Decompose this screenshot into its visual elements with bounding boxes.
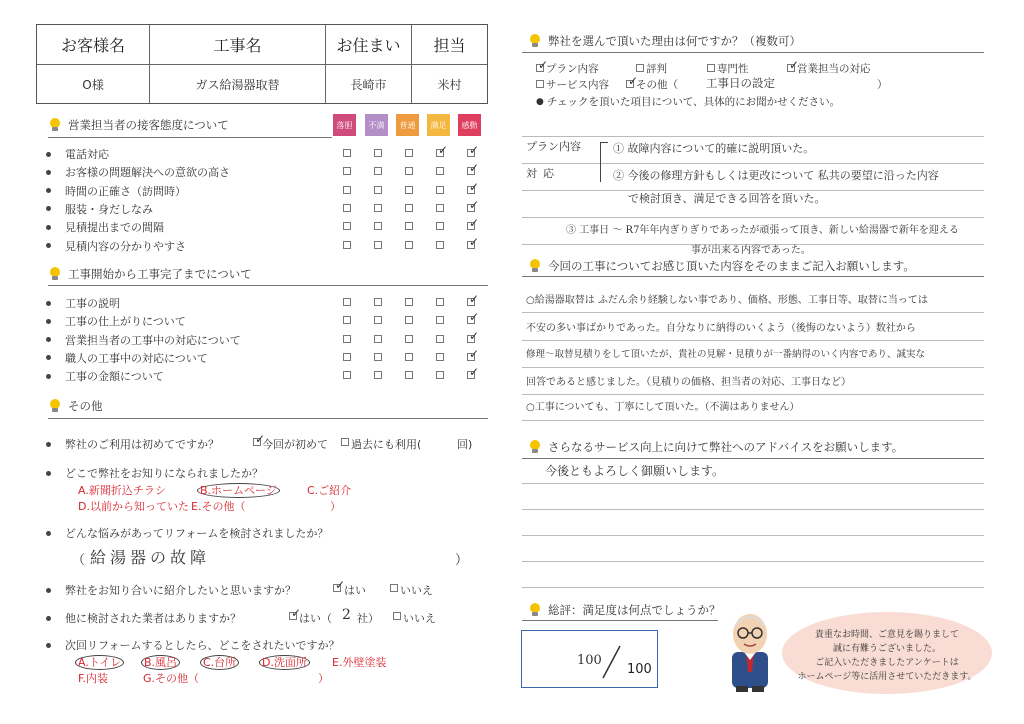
reason-service-label: サービス内容 <box>546 79 609 91</box>
customer-info-table <box>36 24 488 104</box>
rating-checkbox[interactable] <box>405 241 413 249</box>
rating-checkbox[interactable] <box>436 186 444 194</box>
rating-checkbox[interactable] <box>467 371 475 379</box>
impression-handwritten-line4: 回答であると感じました。（見積りの価格、担当者の対応、工事日など） <box>526 377 851 388</box>
rating-checkbox[interactable] <box>343 241 351 249</box>
reason-handwritten-plan: プラン内容 <box>526 140 581 153</box>
rating-checkbox[interactable] <box>436 298 444 306</box>
score-max: 100 <box>627 662 652 677</box>
rating-checkbox[interactable] <box>343 353 351 361</box>
reason-note: ● チェックを頂いた項目について、具体的にお聞かせください。 <box>536 96 841 108</box>
rating-checkbox[interactable] <box>343 335 351 343</box>
rating-checkbox[interactable] <box>405 204 413 212</box>
section-sales-attitude-title: 営業担当者の接客態度について <box>48 117 229 133</box>
value-staff: 米村 <box>437 77 462 92</box>
lightbulb-icon <box>48 399 62 413</box>
option-toilet[interactable]: A.トイレ <box>78 654 124 670</box>
rating-checkbox[interactable] <box>436 335 444 343</box>
rating-row-label: 工事の仕上がりについて <box>65 315 186 329</box>
bullet-icon <box>46 374 51 379</box>
rating-checkbox[interactable] <box>405 298 413 306</box>
rating-checkbox[interactable] <box>374 241 382 249</box>
other-vendors-yes-checkbox[interactable] <box>289 612 297 620</box>
rating-checkbox[interactable] <box>343 204 351 212</box>
recommend-yes-checkbox[interactable] <box>333 584 341 592</box>
rating-row <box>46 164 230 180</box>
impression-handwritten-line2: 不安の多い事ばかりであった。自分なりに納得のいくよう（後悔のないよう）数社から <box>526 323 916 334</box>
bullet-icon <box>46 337 51 342</box>
option-bath[interactable]: B.風呂 <box>144 654 180 670</box>
bullet-icon <box>46 301 51 306</box>
rating-row <box>46 332 241 348</box>
bracket-mark <box>600 142 608 182</box>
question-next-reform: 次回リフォームするとしたら、どこをされたいですか？ <box>46 637 339 653</box>
first-time-checkbox[interactable] <box>253 438 261 446</box>
thanks-line3: ご記入いただきましたアンケートは <box>815 658 959 668</box>
rating-header: 普通 <box>396 114 419 136</box>
divider <box>48 418 488 419</box>
advice-handwritten-answer: 今後ともよろしく御願いします。 <box>545 464 725 478</box>
bullet-icon <box>46 170 51 175</box>
divider <box>522 276 984 277</box>
bullet-icon: ● <box>536 96 544 107</box>
rating-header: 不満 <box>365 114 388 136</box>
rating-checkbox[interactable] <box>374 353 382 361</box>
rating-row-label: 営業担当者の工事中の対応について <box>65 333 241 347</box>
impression-handwritten-line5: ○工事についても、丁寧にして頂いた。（不満はありません） <box>526 402 800 413</box>
reason-other-label: その他（ <box>636 79 678 91</box>
concern-handwritten-answer: 給湯器の故障 <box>90 548 211 567</box>
option-other[interactable]: E.その他（ <box>191 500 246 513</box>
rating-checkbox[interactable] <box>343 186 351 194</box>
reason-handwritten-line1: ① 故障内容について的確に説明頂いた。 <box>613 142 815 155</box>
rating-checkbox[interactable] <box>374 149 382 157</box>
section-construction-title: 工事開始から工事完了までについて <box>48 266 252 282</box>
reason-other-answer: 工事日の設定 <box>706 76 775 90</box>
rating-checkbox[interactable] <box>436 371 444 379</box>
rating-checkbox[interactable] <box>467 167 475 175</box>
rating-checkbox[interactable] <box>374 335 382 343</box>
reason-service-checkbox[interactable] <box>536 80 544 88</box>
rating-checkbox[interactable] <box>436 149 444 157</box>
impression-question-title: 今回の工事についてお感じ頂いた内容をそのままご記入お願いします。 <box>528 258 915 274</box>
rating-row <box>46 183 186 199</box>
rating-header: 落胆 <box>333 114 356 136</box>
header-customer-name: お客様名 <box>37 25 150 65</box>
rating-checkbox[interactable] <box>467 241 475 249</box>
rating-checkbox[interactable] <box>436 241 444 249</box>
lightbulb-icon <box>48 267 62 281</box>
score-question-title: 総評：満足度は何点でしょうか？ <box>528 602 721 618</box>
rating-row <box>46 313 186 329</box>
bullet-icon <box>46 152 51 157</box>
reason-expert-checkbox[interactable] <box>707 64 715 72</box>
rating-checkbox[interactable] <box>467 353 475 361</box>
question-recommend: 弊社をお知り合いに紹介したいと思いますか？ <box>46 582 296 598</box>
lightbulb-icon <box>528 259 542 273</box>
rating-checkbox[interactable] <box>436 316 444 324</box>
rating-checkbox[interactable] <box>374 298 382 306</box>
reason-handwritten-line4: ③ 工事日 ～ R7年年内ぎりぎりであったが頑張って頂き、新しい給湯器で新年を迎える <box>566 225 959 236</box>
recommend-yes-label: はい <box>344 584 366 597</box>
reason-handwritten-line5: 事が出来る内容であった。 <box>691 245 811 256</box>
option-newspaper-flyer[interactable]: A.新聞折込チラシ <box>78 484 166 497</box>
reason-question-title: 弊社を選んで頂いた理由は何ですか？（複数可） <box>528 33 801 49</box>
rating-checkbox[interactable] <box>405 335 413 343</box>
question-how-found: どこで弊社をお知りになられましたか？ <box>46 465 263 481</box>
reason-sales-checkbox[interactable] <box>787 64 795 72</box>
rating-checkbox[interactable] <box>374 316 382 324</box>
rating-checkbox[interactable] <box>467 186 475 194</box>
option-known-before[interactable]: D.以前から知っていた <box>78 500 189 513</box>
rating-checkbox[interactable] <box>374 186 382 194</box>
bullet-icon <box>46 206 51 211</box>
rating-checkbox[interactable] <box>405 149 413 157</box>
rating-checkbox[interactable] <box>405 371 413 379</box>
lightbulb-icon <box>528 34 542 48</box>
rating-checkbox[interactable] <box>436 167 444 175</box>
other-vendors-yes-label: はい（ <box>299 612 332 625</box>
rating-row-label: 服装・身だしなみ <box>65 202 153 216</box>
rating-row <box>46 219 164 235</box>
rating-checkbox[interactable] <box>405 316 413 324</box>
rating-checkbox[interactable] <box>467 335 475 343</box>
reason-plan-label: プラン内容 <box>546 63 599 75</box>
bullet-icon <box>46 355 51 360</box>
used-before-label: 過去にも利用( <box>351 438 422 451</box>
rating-checkbox[interactable] <box>343 149 351 157</box>
rating-checkbox[interactable] <box>405 186 413 194</box>
reason-review-label: 評判 <box>646 63 667 75</box>
reason-handwritten-line2: ② 今後の修理方針もしくは更改について 私共の要望に沿った内容 <box>613 169 939 182</box>
reason-review-checkbox[interactable] <box>636 64 644 72</box>
rating-row <box>46 238 186 254</box>
rating-checkbox[interactable] <box>467 316 475 324</box>
recommend-no-label: いいえ <box>400 584 433 597</box>
bullet-icon <box>46 243 51 248</box>
option-exterior-paint[interactable]: E.外壁塗装 <box>332 656 387 669</box>
header-staff: 担当 <box>412 25 487 65</box>
option-washroom[interactable]: D.洗面所 <box>262 654 310 670</box>
rating-row-label: 工事の説明 <box>65 297 120 310</box>
rating-checkbox[interactable] <box>343 222 351 230</box>
rating-checkbox[interactable] <box>467 298 475 306</box>
option-kitchen[interactable]: C.台所 <box>203 654 239 670</box>
option-other-reform[interactable]: G.その他（ <box>143 672 200 685</box>
question-concern: どんな悩みがあってリフォームを検討されましたか？ <box>46 525 328 541</box>
score-slash <box>600 644 624 680</box>
rating-checkbox[interactable] <box>436 353 444 361</box>
reason-handwritten-line3: で検討頂き、満足できる回答を頂いた。 <box>628 192 826 205</box>
impression-handwritten-line3: 修理～取替見積りをして頂いたが、貴社の見解・見積りが一番納得のいく内容であり、誠実な <box>526 349 926 360</box>
rating-row-label: 時間の正確さ（訪問時） <box>65 184 186 198</box>
rating-checkbox[interactable] <box>467 149 475 157</box>
advice-question-title: さらなるサービス向上に向けて弊社へのアドバイスをお願いします。 <box>528 439 903 455</box>
header-residence: お住まい <box>326 25 412 65</box>
reason-plan-checkbox[interactable] <box>536 64 544 72</box>
rating-row <box>46 350 208 366</box>
divider <box>522 52 984 53</box>
question-other-vendors: 他に検討された業者はありますか？ <box>46 610 241 626</box>
thanks-line2: 誠に有難うございました。 <box>832 644 941 654</box>
reason-other-checkbox[interactable] <box>626 80 634 88</box>
rating-row-label: 見積提出までの間隔 <box>65 221 164 235</box>
bullet-icon <box>46 319 51 324</box>
reason-sales-label: 営業担当の対応 <box>797 63 871 75</box>
rating-checkbox[interactable] <box>405 167 413 175</box>
value-customer-name: O様 <box>37 65 150 103</box>
rating-checkbox[interactable] <box>467 222 475 230</box>
lightbulb-icon <box>528 603 542 617</box>
option-interior[interactable]: F.内装 <box>78 672 109 685</box>
other-vendors-no-checkbox[interactable] <box>393 612 401 620</box>
rating-checkbox[interactable] <box>343 316 351 324</box>
recommend-no-checkbox[interactable] <box>390 584 398 592</box>
rating-row-label: 工事の金額について <box>65 370 164 384</box>
header-project-name: 工事名 <box>150 25 326 65</box>
first-time-label: 今回が初めて <box>262 438 328 451</box>
reason-expert-label: 専門性 <box>717 63 749 75</box>
rating-checkbox[interactable] <box>436 222 444 230</box>
value-residence: 長崎市 <box>326 65 412 103</box>
divider <box>48 285 488 286</box>
rating-row-label: 電話対応 <box>65 148 109 161</box>
divider <box>48 137 332 138</box>
rating-header: 満足 <box>427 114 450 136</box>
rating-checkbox[interactable] <box>436 204 444 212</box>
rating-checkbox[interactable] <box>374 222 382 230</box>
lightbulb-icon <box>528 440 542 454</box>
lightbulb-icon <box>48 118 62 132</box>
rating-checkbox[interactable] <box>343 298 351 306</box>
divider <box>522 620 718 621</box>
rating-checkbox[interactable] <box>343 167 351 175</box>
rating-checkbox[interactable] <box>405 353 413 361</box>
rating-checkbox[interactable] <box>374 371 382 379</box>
used-before-checkbox[interactable] <box>341 438 349 446</box>
reason-handwritten-sales: 対応 <box>526 167 560 180</box>
other-vendors-no-label: いいえ <box>403 612 436 625</box>
thanks-line4: ホームページ等に活用させていただきます。 <box>797 672 977 682</box>
rating-row <box>46 368 164 384</box>
used-before-count-label: 回) <box>457 438 473 451</box>
staff-illustration <box>718 604 782 692</box>
rating-checkbox[interactable] <box>343 371 351 379</box>
rating-checkbox[interactable] <box>374 167 382 175</box>
impression-handwritten-line1: ○給湯器取替は ふだん余り経験しない事であり、価格、形態、工事日等、取替に当っては <box>526 295 928 306</box>
rating-row-label: お客様の問題解決への意欲の高さ <box>65 166 230 180</box>
section-other-title: その他 <box>48 398 103 414</box>
rating-header: 感動 <box>458 114 481 136</box>
option-other-close: ） <box>330 500 341 513</box>
rating-row <box>46 295 120 311</box>
bullet-icon <box>46 225 51 230</box>
rating-row-label: 見積内容の分かりやすさ <box>65 239 186 253</box>
rating-checkbox[interactable] <box>405 222 413 230</box>
rating-row <box>46 146 109 162</box>
question-first-use: 弊社のご利用は初めてですか？ <box>46 436 219 452</box>
rating-row-label: 職人の工事中の対応について <box>65 351 208 365</box>
value-project-name: ガス給湯器取替 <box>150 65 326 103</box>
other-vendors-count: 2 <box>342 607 351 623</box>
rating-row <box>46 201 153 217</box>
rating-checkbox[interactable] <box>467 204 475 212</box>
option-homepage[interactable]: B.ホームページ <box>200 482 280 498</box>
rating-checkbox[interactable] <box>374 204 382 212</box>
option-referral[interactable]: C.ご紹介 <box>307 484 352 497</box>
divider <box>522 458 984 459</box>
bullet-icon <box>46 188 51 193</box>
score-handwritten-value: 100 <box>577 653 602 668</box>
thanks-line1: 貴重なお時間、ご意見を賜りまして <box>814 630 959 640</box>
